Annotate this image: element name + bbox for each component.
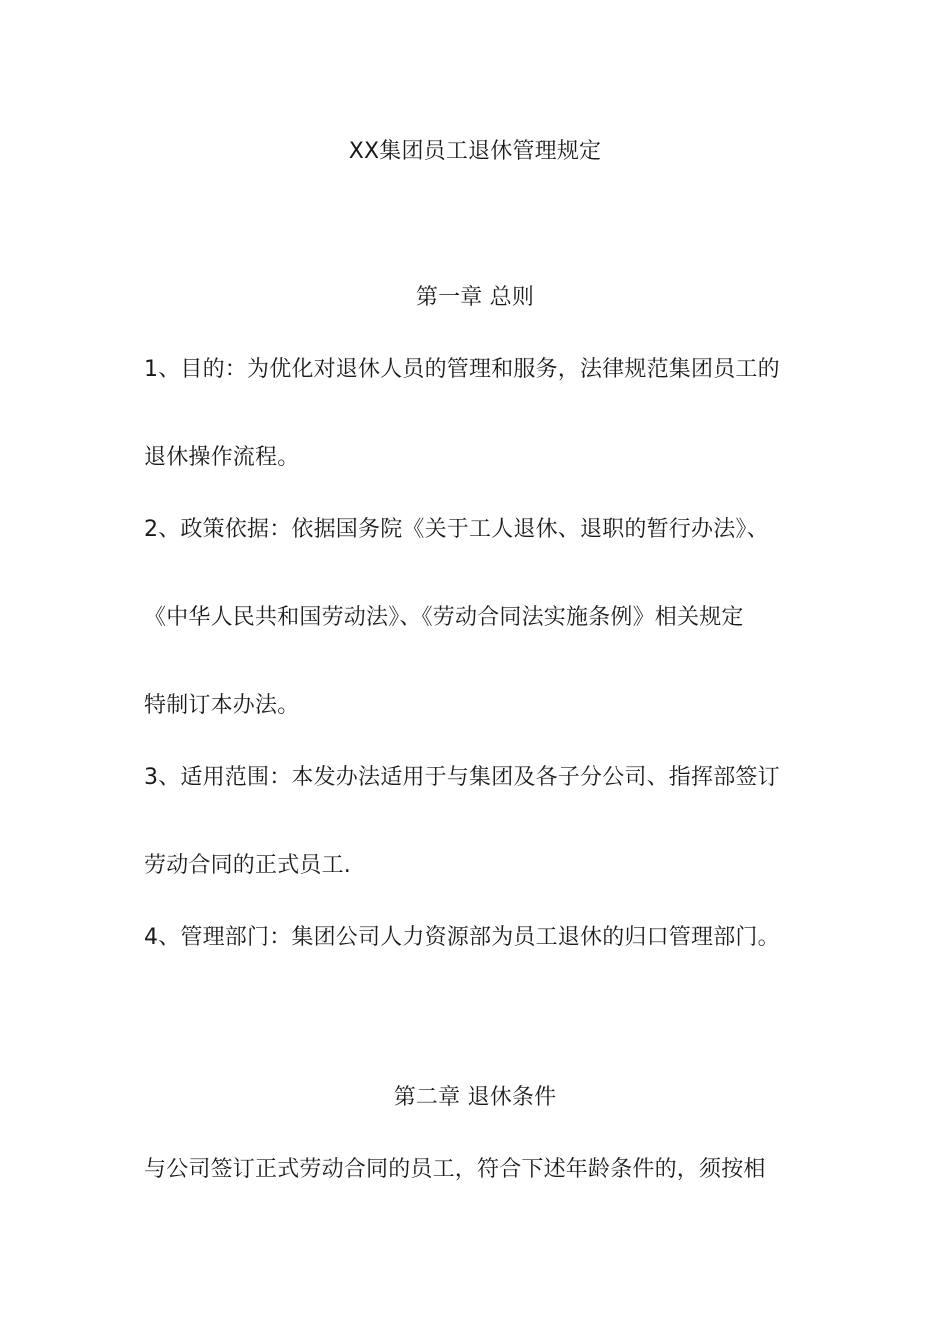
paragraph-line: 退休操作流程。: [144, 445, 300, 470]
paragraph-line: 与公司签订正式劳动合同的员工，符合下述年龄条件的，须按相: [144, 1157, 766, 1182]
paragraph-line: 《中华人民共和国劳动法》、《劳动合同法实施条例》相关规定: [144, 605, 744, 630]
chapter-2-heading: 第二章 退休条件: [393, 1085, 557, 1110]
document-title: XX集团员工退休管理规定: [348, 139, 602, 164]
paragraph-line: 4、管理部门：集团公司人力资源部为员工退休的归口管理部门。: [144, 925, 780, 950]
paragraph-line: 特制订本办法。: [144, 693, 300, 718]
paragraph-line: 1、目的：为优化对退休人员的管理和服务，法律规范集团员工的: [144, 357, 780, 382]
chapter-1-heading: 第一章 总则: [415, 285, 535, 310]
paragraph-line: 劳动合同的正式员工.: [144, 853, 351, 878]
paragraph-line: 2、政策依据：依据国务院《关于工人退休、退职的暂行办法》、: [144, 517, 769, 542]
paragraph-line: 3、适用范围：本发办法适用于与集团及各子分公司、指挥部签订: [144, 765, 780, 790]
